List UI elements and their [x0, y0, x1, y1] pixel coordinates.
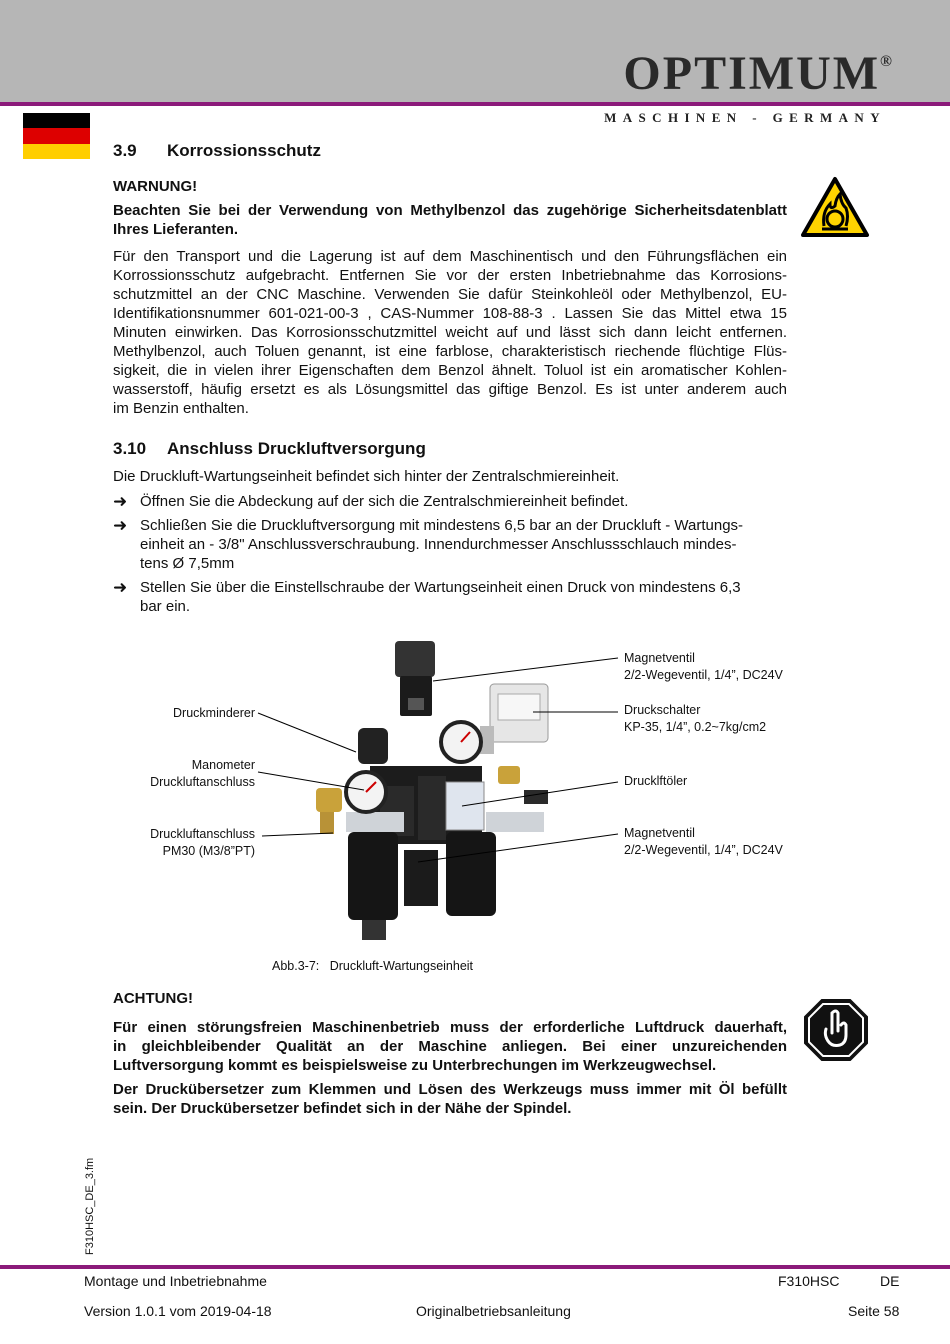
text-line: Für einen störungsfreien Maschinenbetrieb muss der erforderliche Luftdruck dauerhaft, [113, 1019, 787, 1036]
section-intro: Die Druckluft-Wartungseinheit befindet sich hinter der Zentralschmiereinheit. [113, 468, 620, 485]
label-druckschalter: Druckschalter KP-35, 1/4”, 0.2~7kg/cm2 [624, 703, 767, 734]
text-line: sein. Der Druckübersetzer befindet sich in der Nähe der Spindel. [113, 1100, 572, 1117]
section-heading: 3.10 Anschluss Druckluftversorgung [113, 439, 426, 458]
text-line: Korrossionsschutz aufgebracht. Entfernen Sie vor der ersten Inbetriebnahme das Korrosions- [113, 267, 787, 284]
text-line: bar ein. [140, 598, 191, 615]
warning-text: Beachten Sie bei der Verwendung von Methylbenzol das zugehörige Sicherheitsdatenblatt Ihres Lieferanten. [113, 202, 787, 238]
text-line: Schließen Sie die Druckluftversorgung mit mindestens 6,5 bar an der Druckluft - Wartungs- [140, 517, 744, 534]
text-line: Für den Transport und die Lagerung ist auf dem Maschinentisch und den Führungsflächen ein [113, 248, 787, 265]
label-manometer: Manometer Druckluftanschluss [150, 758, 255, 789]
text-line: tens Ø 7,5mm [140, 555, 235, 572]
text-line: Stellen Sie über die Einstellschraube der Wartungseinheit einen Druck von mindestens 6,3 [140, 579, 741, 596]
label-druckminderer: Druckminderer [173, 706, 255, 720]
footer-version: Version 1.0.1 vom 2019-04-18 [84, 1303, 272, 1319]
text-line: Luftversorgung kommt es beispielsweise zu Unterbrechungen im Werkzeugwechsel. [113, 1057, 717, 1074]
text-line: in gleichbleibender Qualität an der Maschine anliegen. Bei einer unzureichenden [113, 1038, 787, 1055]
text-line: einheit an - 3/8" Anschlussverschraubung. Innendurchmesser Anschlussschlauch mindes- [140, 536, 737, 553]
warning-title: WARNUNG! [113, 178, 198, 195]
stop-hand-icon [800, 995, 872, 1065]
footer-chapter: Montage und Inbetriebnahme [84, 1273, 267, 1289]
footer-model: F310HSC [778, 1273, 840, 1289]
text-line: Identifikationsnummer 601-021-00-3 , CAS-Nummer 108-88-3 . Lassen Sie das Mittel etwa 15 [113, 305, 787, 322]
text-line: sigkeit, die in vielen ihrer Eigenschaften dem Benzol ähnelt. Toluol ist ein aromatischer Kohlen- [113, 362, 787, 379]
label-magnetventil-top: Magnetventil 2/2-Wegeventil, 1/4”, DC24V [624, 651, 783, 682]
label-magnetventil-bottom: Magnetventil 2/2-Wegeventil, 1/4”, DC24V [624, 826, 783, 857]
notice-title: ACHTUNG! [113, 990, 193, 1007]
text-line: wasserstoff, häufig ersetzt es als Lösungsmittel das giftige Benzol. Es ist unter anderem auch [113, 381, 787, 398]
text-line: Minuten einwirken. Das Korrosionsschutzmittel weicht auf und lässt sich dann leicht entfernen. [113, 324, 787, 341]
footer-doc: Originalbetriebsanleitung [416, 1303, 571, 1319]
side-file-name: F310HSC_DE_3.fm [84, 1157, 96, 1255]
text-line: Methylbenzol, auch Toluen genannt, ist eine farblose, charakteristisch riechende flüchtige Flüs- [113, 343, 787, 360]
section-heading: 3.9 Korrossionsschutz [113, 141, 321, 160]
notice-paragraph-2 [113, 1080, 787, 1118]
notice-paragraph-1 [113, 1018, 787, 1075]
footer-lang: DE [880, 1273, 900, 1289]
label-druckluftanschluss: Druckluftanschluss PM30 (M3/8”PT) [150, 827, 255, 858]
footer-rule [0, 1265, 950, 1269]
brand-tagline: MASCHINEN - GERMANY [604, 110, 886, 125]
label-drucklftoeler: Drucklftöler [624, 774, 688, 788]
text-line: Der Druckübersetzer zum Klemmen und Lösen des Werkzeugs muss immer mit Öl befüllt [113, 1081, 787, 1098]
figure-caption: Abb.3-7: Druckluft-Wartungseinheit [272, 959, 474, 973]
brand-logo: OPTIMUM® [623, 47, 894, 100]
footer-page: Seite 58 [848, 1303, 900, 1319]
text-line: Öffnen Sie die Abdeckung auf der sich die Zentralschmiereinheit befindet. [140, 493, 629, 510]
arrow-right-icon: ➜ [113, 516, 128, 535]
text-line: schutzmittel an der CNC Maschine. Verwenden Sie dafür Steinkohleöl oder Methylbenzol, EU- [113, 286, 787, 303]
text-line: im Benzin enthalten. [113, 400, 249, 417]
arrow-right-icon: ➜ [113, 492, 128, 511]
arrow-right-icon: ➜ [113, 578, 128, 597]
